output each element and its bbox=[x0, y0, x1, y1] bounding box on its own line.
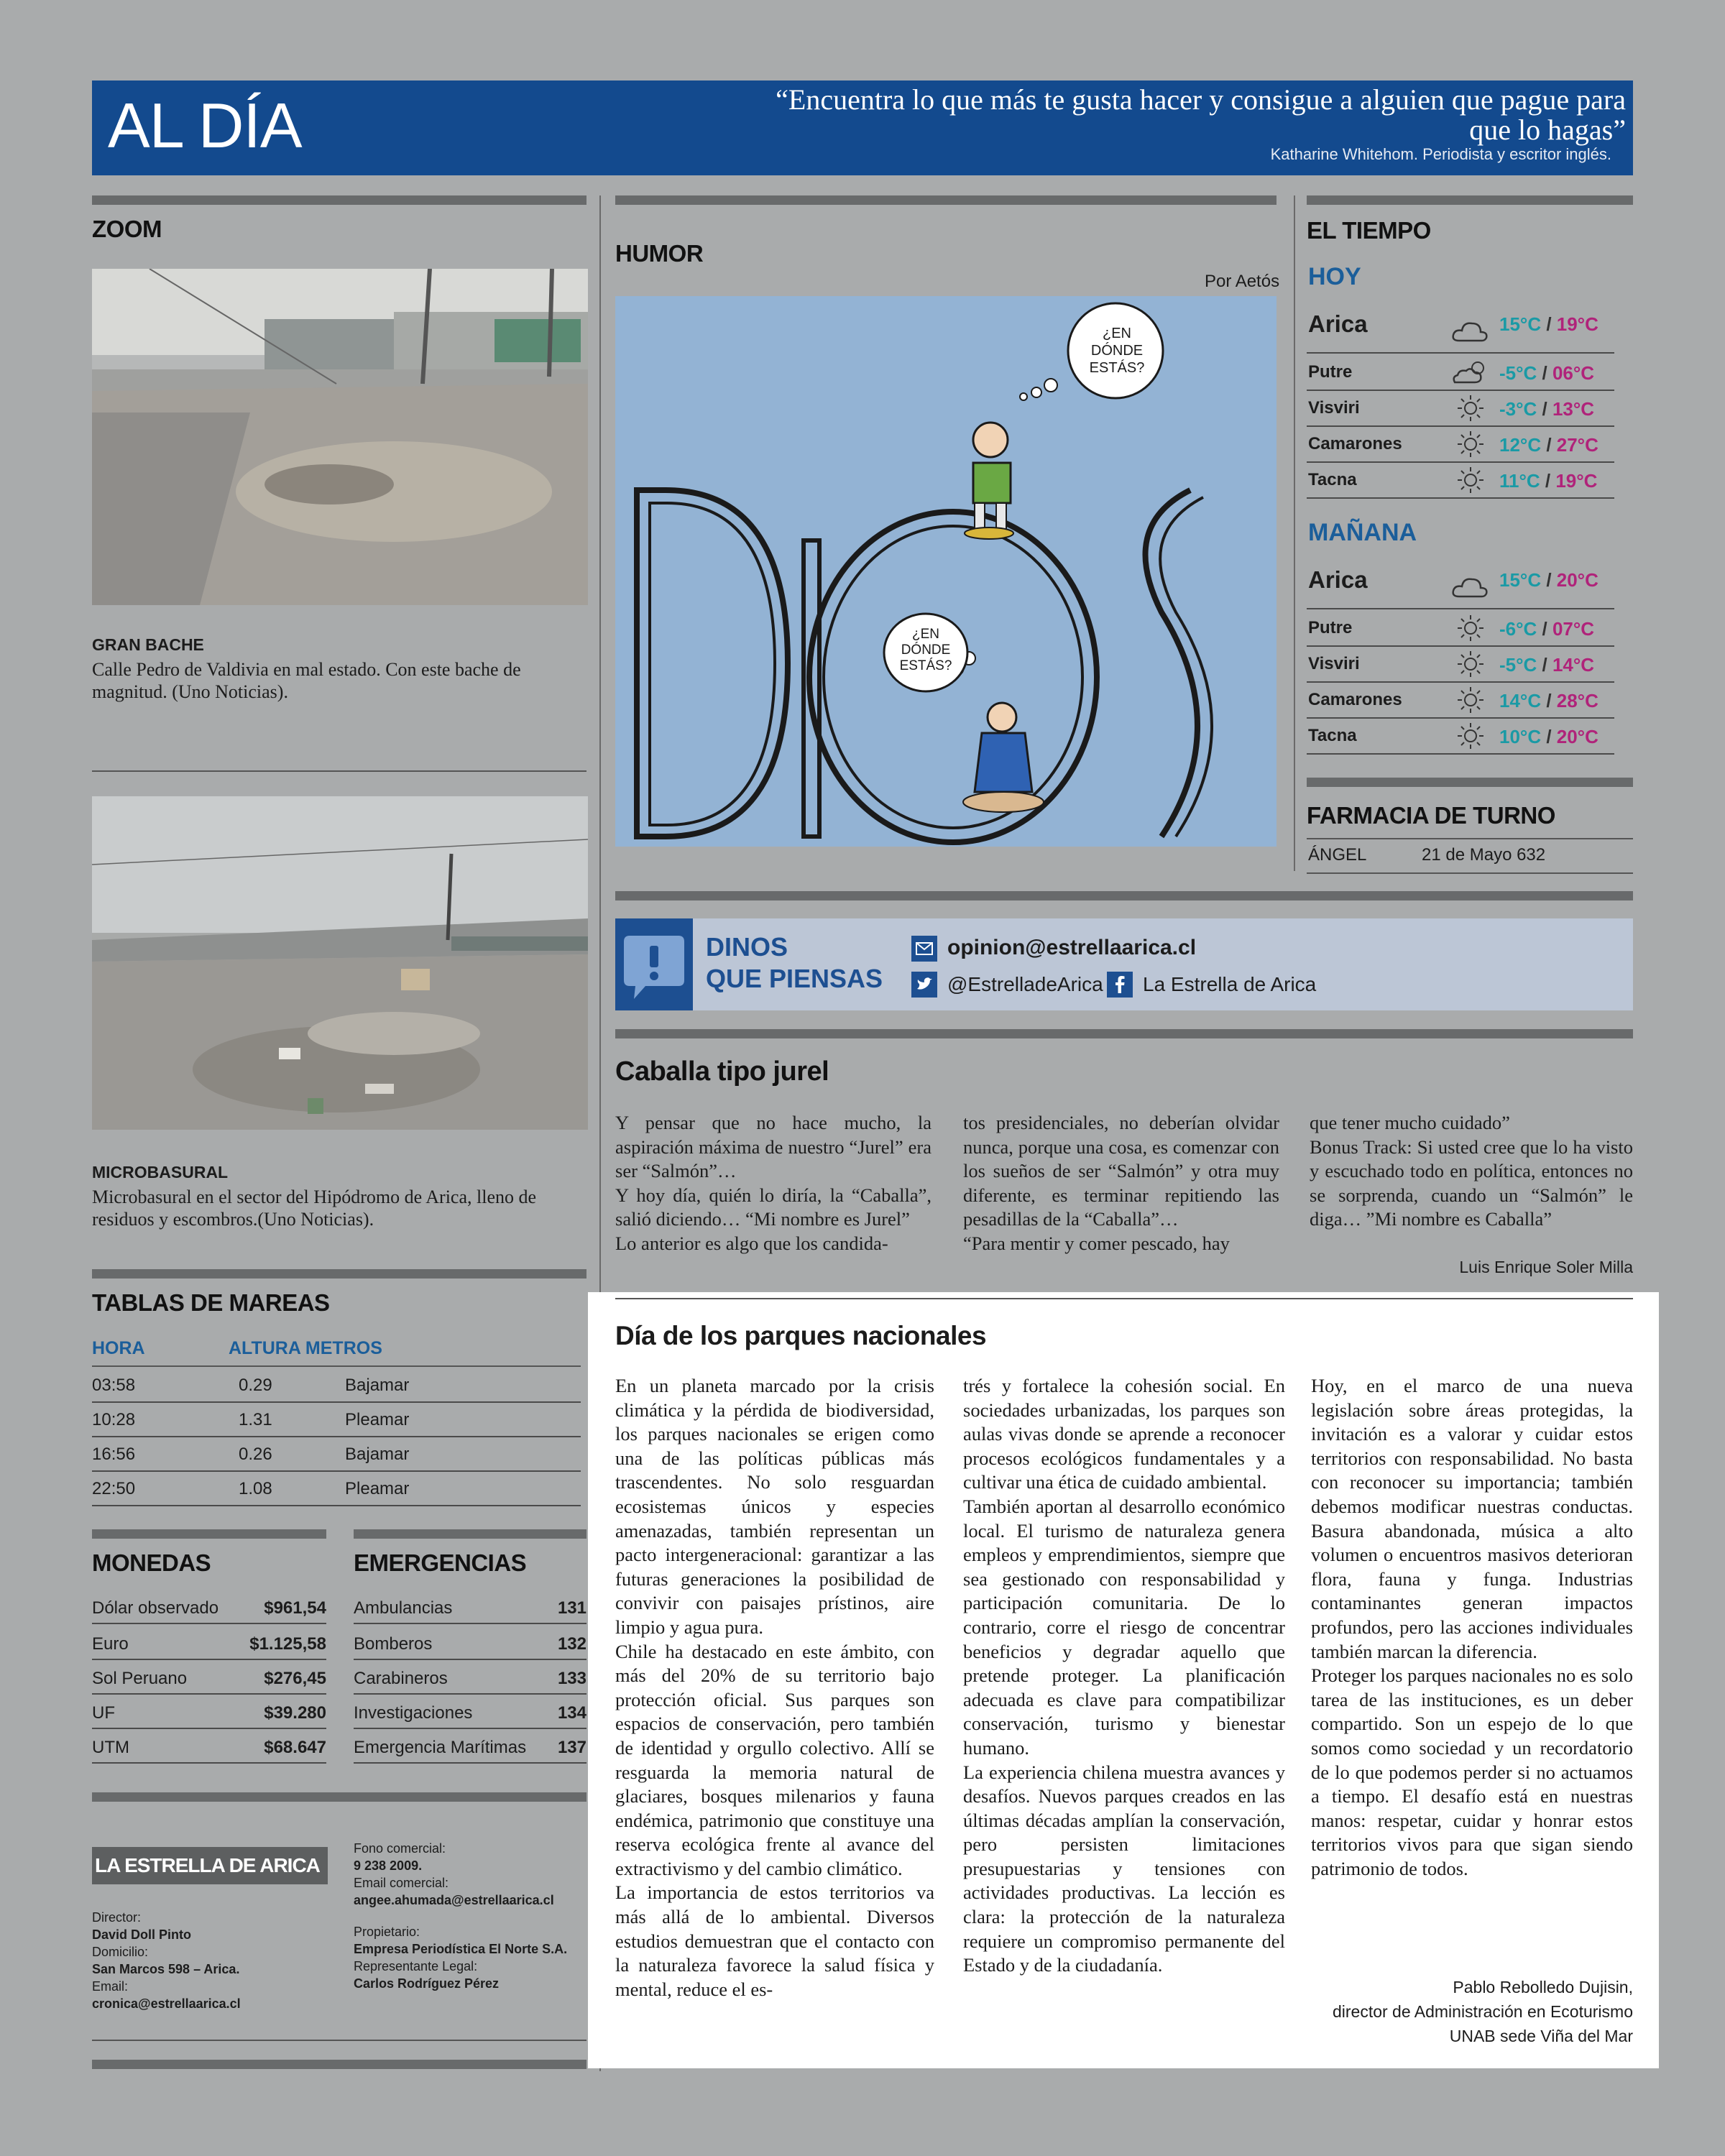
temp-range: -5°C / 14°C bbox=[1499, 654, 1595, 676]
weather-row bbox=[1307, 562, 1614, 609]
email: cronica@estrellaarica.cl bbox=[92, 1996, 241, 2011]
legal-rep: Carlos Rodríguez Pérez bbox=[354, 1976, 500, 1991]
contact-facebook[interactable]: La Estrella de Arica bbox=[1143, 973, 1317, 995]
header-quote: “Encuentra lo que más te gusta hacer y consigue a alguien que pague para que lo hagas” bbox=[776, 83, 1626, 146]
pharmacy-heading: FARMACIA DE TURNO bbox=[1307, 802, 1555, 829]
tide-hour: 22:50 bbox=[92, 1479, 136, 1498]
emergency-number: 137 bbox=[557, 1738, 586, 1757]
temp-range: 11°C / 19°C bbox=[1499, 470, 1598, 492]
tide-hour: 10:28 bbox=[92, 1410, 136, 1429]
contact-line1: DINOS bbox=[706, 932, 788, 962]
section-rule bbox=[1307, 195, 1633, 205]
thought-bubble-bottom: ¿EN DÓNDE ESTÁS? bbox=[899, 627, 952, 673]
weather-row bbox=[1307, 683, 1614, 719]
currencies-heading: MONEDAS bbox=[92, 1549, 211, 1576]
weather-row bbox=[1307, 427, 1614, 463]
section-rule bbox=[1307, 778, 1633, 787]
weather-row bbox=[1307, 463, 1614, 499]
dump-photo bbox=[92, 796, 588, 1130]
header-banner bbox=[92, 80, 1633, 175]
alert-icon bbox=[615, 918, 693, 1010]
temp-range: -6°C / 07°C bbox=[1499, 618, 1595, 640]
divider bbox=[92, 1365, 581, 1367]
emergency-name: Bomberos bbox=[354, 1634, 433, 1654]
emergency-number: 133 bbox=[557, 1669, 586, 1688]
quote-author: Katharine Whitehom. Periodista y escritor inglés. bbox=[1270, 145, 1611, 163]
section-rule bbox=[615, 195, 1276, 205]
emergency-name: Ambulancias bbox=[354, 1598, 453, 1618]
city-name: Putre bbox=[1308, 362, 1353, 382]
contact-heading bbox=[706, 931, 883, 995]
table-row bbox=[92, 1403, 581, 1437]
divider bbox=[92, 2040, 586, 2041]
author-name: Pablo Rebolledo Dujisin, bbox=[1453, 1978, 1633, 1996]
temp-range: -3°C / 13°C bbox=[1499, 398, 1595, 420]
weather-row bbox=[1307, 647, 1614, 683]
currency-name: Dólar observado bbox=[92, 1598, 219, 1618]
emergency-row bbox=[354, 1626, 586, 1660]
photo2-title: MICROBASURAL bbox=[92, 1163, 229, 1181]
emergency-name: Carabineros bbox=[354, 1669, 448, 1688]
cloud-icon bbox=[1450, 573, 1491, 602]
temp-range: -5°C / 06°C bbox=[1499, 362, 1595, 384]
pharmacy-address: 21 de Mayo 632 bbox=[1422, 845, 1546, 865]
column-separator bbox=[1294, 195, 1295, 871]
tide-height: 1.31 bbox=[239, 1410, 272, 1429]
currency-name: UTM bbox=[92, 1738, 129, 1757]
thought-bubble-top: ¿EN DÓNDE ESTÁS? bbox=[1089, 326, 1145, 376]
city-name: Visviri bbox=[1308, 654, 1360, 673]
author-org: UNAB sede Viña del Mar bbox=[1449, 2027, 1633, 2045]
currency-value: $961,54 bbox=[264, 1598, 326, 1618]
currency-value: $68.647 bbox=[264, 1738, 326, 1757]
currency-value: $39.280 bbox=[264, 1703, 326, 1723]
currency-name: Euro bbox=[92, 1634, 129, 1654]
email-label: Email: bbox=[92, 1979, 129, 1994]
section-rule bbox=[92, 1792, 586, 1802]
tides-height-header: ALTURA METROS bbox=[229, 1338, 382, 1358]
article-text-2: trés y fortalece la cohesión social. En sociedades urbanizadas, los parques son aulas vivas donde se aprende a reconocer procesos ecológicos fundamentales y a cultivar una ética de cuidado ambiental. También aportan al desarrollo económico local. El turismo de naturaleza genera empleos y emprendimientos, siempre que sea gestionado con responsabilidad y participación comunitaria. De lo contrario, corre el riesgo de concentrar beneficios y degradar aquello que pretende proteger. La planificación adecuada es clave para compatibilizar conservación, turismo y bienestar humano. La experiencia chilena muestra avances y desafíos. Nuevos parques creados en las últimas décadas amplían la conservación, pero persisten limitaciones presupuestarias y tensiones con actividades productivas. La lección es clara: la protección de la naturaleza requiere un compromiso permanente del Estado y de la ciudadanía. bbox=[963, 1375, 1285, 1976]
city-name: Arica bbox=[1308, 566, 1368, 593]
article-box bbox=[588, 1292, 1659, 2068]
city-name: Putre bbox=[1308, 618, 1353, 637]
temp-range: 14°C / 28°C bbox=[1499, 690, 1598, 711]
sun-icon bbox=[1450, 466, 1491, 494]
sun-icon bbox=[1450, 650, 1491, 678]
section-rule bbox=[354, 1529, 586, 1539]
column-title: Caballa tipo jurel bbox=[615, 1056, 829, 1087]
currency-row bbox=[92, 1729, 326, 1764]
tide-type: Bajamar bbox=[345, 1376, 410, 1395]
today-label: HOY bbox=[1308, 263, 1361, 290]
comm-email-label: Email comercial: bbox=[354, 1876, 449, 1890]
emergency-row bbox=[354, 1729, 586, 1764]
emergency-row bbox=[354, 1660, 586, 1695]
temp-range: 12°C / 27°C bbox=[1499, 434, 1598, 456]
photo1-caption: Calle Pedro de Valdivia en mal estado. Con este bache de magnitud. (Uno Noticias). bbox=[92, 659, 521, 702]
weather-row bbox=[1307, 306, 1614, 354]
section-rule bbox=[92, 1529, 326, 1539]
photo2-caption: Microbasural en el sector del Hipódromo de Arica, lleno de residuos y escombros.(Uno Noticias). bbox=[92, 1187, 537, 1230]
divider bbox=[1307, 838, 1633, 839]
author-role: director de Administración en Ecoturismo bbox=[1332, 2002, 1633, 2021]
cartoon-illustration bbox=[615, 296, 1276, 847]
column-text-1: Y pensar que no hace mucho, la aspiración máxima de nuestro “Jurel” era ser “Salmón”… Y hoy día, quién lo diría, la “Caballa”, salió diciendo… “Mi nombre es Jurel” Lo anterior es algo que los candida- bbox=[615, 1112, 932, 1254]
comm-email: angee.ahumada@estrellaarica.cl bbox=[354, 1893, 554, 1907]
sun-icon bbox=[1450, 722, 1491, 750]
city-name: Visviri bbox=[1308, 398, 1360, 418]
humor-heading: HUMOR bbox=[615, 240, 704, 267]
facebook-icon bbox=[1107, 972, 1133, 998]
sun-cloud-icon bbox=[1450, 358, 1491, 387]
address-label: Domicilio: bbox=[92, 1945, 149, 1959]
sun-icon bbox=[1450, 430, 1491, 459]
weather-heading: EL TIEMPO bbox=[1307, 217, 1431, 244]
currency-value: $1.125,58 bbox=[249, 1634, 326, 1654]
section-rule bbox=[615, 1029, 1633, 1038]
tide-hour: 03:58 bbox=[92, 1376, 136, 1395]
contact-email[interactable]: opinion@estrellaarica.cl bbox=[947, 936, 1197, 959]
emergency-name: Emergencia Marítimas bbox=[354, 1738, 527, 1757]
zoom-heading: ZOOM bbox=[92, 216, 162, 242]
address: San Marcos 598 – Arica. bbox=[92, 1962, 240, 1976]
divider bbox=[615, 1298, 1633, 1299]
currency-value: $276,45 bbox=[264, 1669, 326, 1688]
table-row bbox=[92, 1472, 581, 1506]
masthead-right bbox=[354, 1840, 584, 1992]
emergency-name: Investigaciones bbox=[354, 1703, 473, 1723]
tomorrow-label: MAÑANA bbox=[1308, 519, 1417, 546]
currency-row bbox=[92, 1590, 326, 1624]
weather-row bbox=[1307, 611, 1614, 647]
divider bbox=[1307, 872, 1633, 874]
table-row bbox=[92, 1368, 581, 1403]
currency-row bbox=[92, 1660, 326, 1695]
emergency-number: 134 bbox=[557, 1703, 586, 1723]
tide-height: 1.08 bbox=[239, 1479, 272, 1498]
sun-icon bbox=[1450, 614, 1491, 642]
phone: 9 238 2009. bbox=[354, 1858, 423, 1873]
pothole-photo bbox=[92, 269, 588, 605]
twitter-icon bbox=[911, 972, 937, 998]
sun-icon bbox=[1450, 686, 1491, 714]
article-title: Día de los parques nacionales bbox=[615, 1321, 987, 1350]
owner: Empresa Periodística El Norte S.A. bbox=[354, 1942, 568, 1956]
emergency-row bbox=[354, 1590, 586, 1624]
contact-twitter[interactable]: @EstrelladeArica bbox=[947, 973, 1103, 995]
column-text-3: que tener mucho cuidado” Bonus Track: Si usted cree que lo ha visto y escuchado todo en política, entonces no se sorprenda, cuando un “Salmón” le diga… ”Mi nombre es Caballa” bbox=[1310, 1112, 1633, 1230]
currency-row bbox=[92, 1626, 326, 1660]
city-name: Camarones bbox=[1308, 434, 1402, 453]
emergency-number: 132 bbox=[557, 1634, 586, 1654]
temp-range: 10°C / 20°C bbox=[1499, 726, 1598, 747]
newspaper-logo: LA ESTRELLA DE ARICA bbox=[92, 1847, 328, 1884]
city-name: Tacna bbox=[1308, 726, 1357, 745]
weather-row bbox=[1307, 355, 1614, 391]
tides-hour-header: HORA bbox=[92, 1338, 145, 1358]
contact-bar bbox=[615, 918, 1633, 1010]
emergency-row bbox=[354, 1695, 586, 1729]
tide-type: Pleamar bbox=[345, 1479, 410, 1498]
director-label: Director: bbox=[92, 1910, 142, 1925]
temp-range: 15°C / 19°C bbox=[1499, 313, 1598, 335]
emergencies-heading: EMERGENCIAS bbox=[354, 1549, 527, 1576]
emergency-number: 131 bbox=[557, 1598, 586, 1618]
tide-type: Pleamar bbox=[345, 1410, 410, 1429]
table-row bbox=[92, 1437, 581, 1472]
cartoon-byline: Por Aetós bbox=[1205, 272, 1280, 291]
article-author bbox=[1288, 1975, 1633, 2048]
page-title: AL DÍA bbox=[108, 90, 302, 161]
section-rule bbox=[92, 2060, 586, 2069]
city-name: Camarones bbox=[1308, 690, 1402, 709]
tide-height: 0.26 bbox=[239, 1445, 272, 1464]
section-rule bbox=[92, 195, 586, 205]
contact-line2: QUE PIENSAS bbox=[706, 964, 883, 993]
column-author: Luis Enrique Soler Milla bbox=[1459, 1258, 1633, 1276]
currency-name: Sol Peruano bbox=[92, 1669, 188, 1688]
tides-heading: TABLAS DE MAREAS bbox=[92, 1289, 330, 1316]
sun-icon bbox=[1450, 394, 1491, 423]
weather-row bbox=[1307, 719, 1614, 755]
city-name: Arica bbox=[1308, 310, 1368, 337]
photo1-title: GRAN BACHE bbox=[92, 635, 204, 654]
tide-hour: 16:56 bbox=[92, 1445, 136, 1464]
city-name: Tacna bbox=[1308, 470, 1357, 489]
temp-range: 15°C / 20°C bbox=[1499, 569, 1598, 591]
currency-name: UF bbox=[92, 1703, 115, 1723]
weather-row bbox=[1307, 391, 1614, 427]
section-rule bbox=[92, 1269, 586, 1279]
director-name: David Doll Pinto bbox=[92, 1927, 192, 1942]
pharmacy-name: ÁNGEL bbox=[1308, 845, 1367, 865]
tide-type: Bajamar bbox=[345, 1445, 410, 1464]
legal-label: Representante Legal: bbox=[354, 1959, 478, 1973]
mail-icon bbox=[911, 936, 937, 962]
phone-label: Fono comercial: bbox=[354, 1841, 446, 1856]
divider bbox=[92, 770, 586, 772]
cloud-icon bbox=[1450, 318, 1491, 346]
article-text-3: Hoy, en el marco de una nueva legislación sobre áreas protegidas, la invitación es a valorar y cuidar estos territorios con responsabilidad. No basta con reconocer su importancia; también debemos modificar nuestras conductas. Basura abandonada, música a alto volumen o encuentros masivos deterioran flora, fauna y funga. Industrias contaminantes generan impactos profundos, pero las acciones individuales también marcan la diferencia. Proteger los parques nacionales no es solo tarea de las instituciones, es un deber compartido. Son un espejo de lo que somos como sociedad y un recordatorio de lo que podemos perder si no actuamos a tiempo. El desafío está en nuestras manos: respetar, cuidar y honrar estos territorios vivos para que sigan siendo patrimonio de todos. bbox=[1311, 1375, 1633, 1879]
section-rule bbox=[615, 891, 1633, 900]
currency-row bbox=[92, 1695, 326, 1729]
masthead-left bbox=[92, 1909, 336, 2012]
article-text-1: En un planeta marcado por la crisis climática y la pérdida de biodiversidad, los parques nacionales se erigen como una de las políticas públicas más trascendentes. No solo resguardan ecosistemas únicos y especies amenazadas, también representan un pacto intergeneracional: garantizar a las futuras generaciones la posibilidad de convivir con paisajes prístinos, aire limpio y agua pura. Chile ha destacado en este ámbito, con más del 20% de su territorio bajo protección oficial. Sus parques son espacios de conservación, pero también de identidad y orgullo colectivo. Allí se resguarda la memoria natural de glaciares, bosques milenarios y fauna endémica, patrimonio que constituye una reserva ecológica frente al avance del extractivismo y del cambio climático. La importancia de estos territorios va más allá de lo ambiental. Diversos estudios demuestran que el contacto con la naturaleza favorece la salud física y mental, reduce el es- bbox=[615, 1375, 934, 2000]
owner-label: Propietario: bbox=[354, 1925, 420, 1939]
tide-height: 0.29 bbox=[239, 1376, 272, 1395]
column-text-2: tos presidenciales, no deberían olvidar nunca, porque una cosa, es comenzar con los sueños de ser “Salmón” y otra muy diferente, es terminar repitiendo las pesadillas de la “Caballa”… “Para mentir y comer pescado, hay bbox=[963, 1112, 1279, 1254]
